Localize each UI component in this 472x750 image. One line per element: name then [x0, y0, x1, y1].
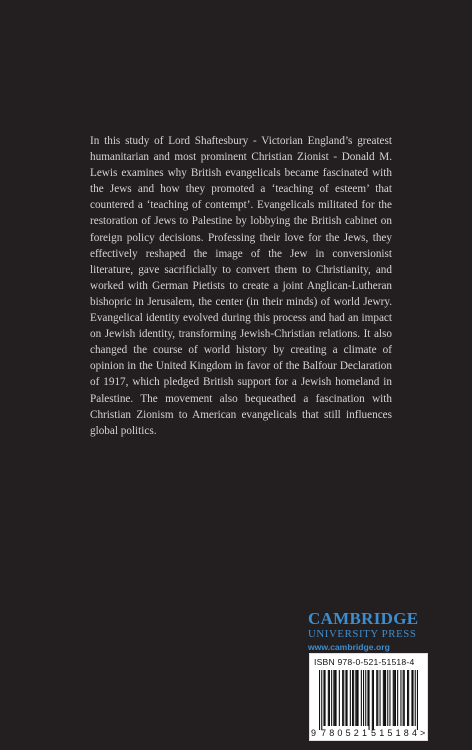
barcode-bar	[408, 670, 409, 726]
barcode-bar	[323, 670, 324, 726]
barcode-bar	[385, 670, 386, 726]
barcode-bar	[369, 670, 370, 730]
barcode-bar	[411, 670, 412, 726]
publisher-subtitle: UNIVERSITY PRESS	[308, 628, 417, 640]
barcode-bar	[356, 670, 357, 726]
barcode-bar	[387, 670, 388, 726]
barcode-bar	[415, 670, 416, 726]
back-cover-blurb: In this study of Lord Shaftesbury - Victorian England’s greatest humanitarian and most prominent Christian Zionist - Donald M. Lewis examines why British evangelicals became fascinated with the Jews and how they promoted a ‘teaching of esteem’ that countered a ‘teaching of contempt’. Evangelicals militated for the restoration of Jews to Palestine by lobbying the British cabinet on foreign policy decisions. Professing their love for the Jews, they effectively reshaped the image of the Jew in conversionist literature, gave sacrificially to convert them to Christianity, and worked with German Pietists to create a joint Anglican-Lutheran bishopric in Jerusalem, the center (in their minds) of world Jewry. Evangelical identity evolved during this process and had an impact on Jewish identity, transforming Jewish-Christian relations. It also changed the course of world history by creating a climate of opinion in the United Kingdom in favor of the Balfour Declaration of 1917, which pledged British support for a Jewish homeland in Palestine. The movement also bequeathed a fascination with Christian Zionism to American evangelicals that still influences global politics.	[90, 135, 392, 437]
barcode-bar	[336, 670, 337, 726]
barcode-bar	[380, 670, 381, 726]
barcode-bar	[339, 670, 340, 726]
barcode-bar	[373, 670, 374, 730]
barcode-bar	[372, 670, 373, 730]
barcode-bar	[417, 670, 418, 730]
barcode-bar	[352, 670, 353, 726]
barcode-bar	[353, 670, 354, 726]
publisher-url: www.cambridge.org	[308, 642, 390, 652]
barcode-bar	[367, 670, 368, 726]
isbn-barcode	[309, 653, 428, 741]
barcode-bar	[407, 670, 408, 726]
publisher-logo	[308, 610, 433, 653]
barcode-bar	[383, 670, 384, 726]
barcode-bar	[343, 670, 344, 726]
barcode-bar	[331, 670, 332, 726]
barcode-bar	[397, 670, 398, 726]
barcode-bar	[347, 670, 348, 726]
barcode-bar	[376, 670, 377, 726]
barcode-end-mark: >	[420, 728, 426, 738]
barcode-bar	[325, 670, 326, 726]
barcode-bar	[395, 670, 396, 726]
barcode-bar	[400, 670, 401, 726]
barcode-bar	[389, 670, 390, 726]
isbn-label: ISBN 978-0-521-51518-4	[314, 657, 415, 667]
barcode-bar	[345, 670, 346, 726]
barcode-bar	[384, 670, 385, 726]
barcode-bar	[328, 670, 329, 726]
barcode-bar	[404, 670, 405, 726]
barcode-bar	[342, 670, 343, 726]
barcode-right-digits: 515184	[371, 728, 417, 738]
barcode-bar	[413, 670, 414, 726]
barcode-bar	[394, 670, 395, 726]
barcode-bar	[365, 670, 366, 726]
barcode-left-digits: 780521	[321, 728, 367, 738]
publisher-name: CAMBRIDGE	[308, 609, 419, 628]
barcode-bar	[358, 670, 359, 726]
barcode-bar	[377, 670, 378, 726]
barcode-bar	[355, 670, 356, 726]
barcode-bar	[393, 670, 394, 726]
barcode-bar	[333, 670, 334, 726]
barcode-first-digit: 9	[311, 728, 317, 738]
barcode-bar	[334, 670, 335, 726]
barcode-bar	[363, 670, 364, 726]
barcode-bars	[319, 670, 418, 730]
barcode-bar	[403, 670, 404, 726]
barcode-bar	[319, 670, 320, 730]
barcode-bar	[329, 670, 330, 726]
barcode-bar	[361, 670, 362, 726]
barcode-graphic	[310, 654, 427, 740]
barcode-bar	[350, 670, 351, 726]
barcode-bar	[321, 670, 322, 730]
